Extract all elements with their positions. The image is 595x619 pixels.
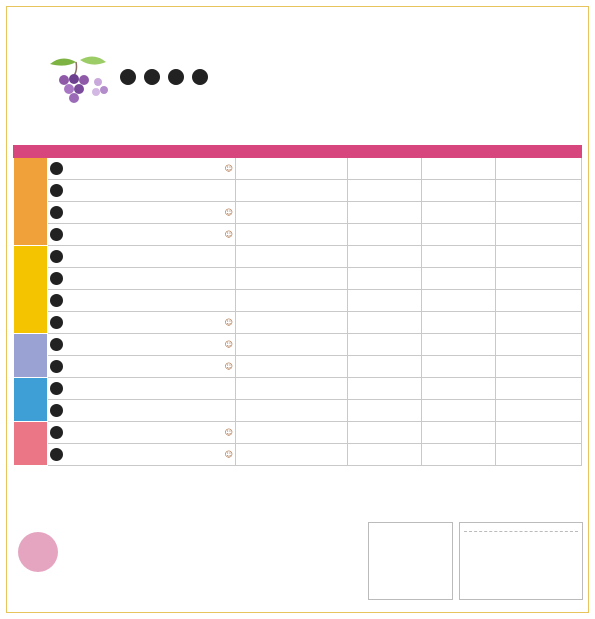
category-icon: [50, 404, 63, 417]
course-cell: [48, 312, 236, 334]
grapes-illustration-icon: [42, 52, 112, 112]
manabitto-mark-icon: ☺: [224, 427, 233, 437]
start-cell: [496, 356, 582, 378]
table-row: [14, 356, 582, 378]
course-cell: [48, 180, 236, 202]
schedule-cell: [236, 246, 348, 268]
start-cell: [496, 202, 582, 224]
course-cell: [48, 202, 236, 224]
table-row: [14, 378, 582, 400]
schedule-cell: [236, 378, 348, 400]
schedule-cell: [236, 290, 348, 312]
col-header-start: [496, 146, 582, 158]
start-cell: [496, 422, 582, 444]
start-cell: [496, 444, 582, 466]
manabitto-mark-icon: ☺: [224, 449, 233, 459]
table-row: [14, 224, 582, 246]
table-row: [14, 246, 582, 268]
fee-cell: [422, 400, 496, 422]
start-cell: [496, 246, 582, 268]
schedule-cell: [236, 312, 348, 334]
category-icon: [50, 228, 63, 241]
fee-cell: [422, 158, 496, 180]
fee-cell: [422, 290, 496, 312]
table-row: [14, 202, 582, 224]
free-childcare-badge: [18, 532, 58, 572]
culture-category-icon: [144, 69, 160, 85]
schedule-cell: [236, 444, 348, 466]
schedule-cell: [236, 334, 348, 356]
table-row: [14, 400, 582, 422]
category-icon: [50, 294, 63, 307]
table-row: [14, 444, 582, 466]
fee-cell: [422, 246, 496, 268]
start-cell: [496, 400, 582, 422]
start-cell: [496, 290, 582, 312]
table-row: [14, 334, 582, 356]
category-icon: [50, 338, 63, 351]
reception-info-box: [459, 522, 583, 600]
course-cell: [48, 268, 236, 290]
start-cell: [496, 224, 582, 246]
start-cell: [496, 268, 582, 290]
divider: [464, 531, 578, 532]
consult-category-icon: [192, 69, 208, 85]
start-cell: [496, 158, 582, 180]
manabitto-mark-icon: ☺: [224, 229, 233, 239]
course-cell: [48, 246, 236, 268]
target-cell: [348, 444, 422, 466]
schedule-cell: [236, 268, 348, 290]
table-row: [14, 268, 582, 290]
col-header-course: [48, 146, 236, 158]
col-header-month: [14, 146, 48, 158]
target-cell: [348, 268, 422, 290]
month-cell: [14, 246, 48, 334]
target-cell: [348, 224, 422, 246]
course-cell: [48, 422, 236, 444]
table-row: [14, 290, 582, 312]
legend-item-study: [120, 69, 136, 88]
fee-cell: [422, 378, 496, 400]
target-cell: [348, 180, 422, 202]
fee-cell: [422, 180, 496, 202]
salon-info-box: [368, 522, 453, 600]
course-cell: [48, 158, 236, 180]
col-header-target: [348, 146, 422, 158]
target-cell: [348, 422, 422, 444]
fee-cell: [422, 356, 496, 378]
target-cell: [348, 378, 422, 400]
manabitto-mark-icon: ☺: [224, 207, 233, 217]
table-row: [14, 158, 582, 180]
category-icon: [50, 184, 63, 197]
table-row: [14, 422, 582, 444]
fee-cell: [422, 444, 496, 466]
schedule-cell: [236, 158, 348, 180]
target-cell: [348, 158, 422, 180]
month-cell: [14, 378, 48, 422]
course-cell: [48, 290, 236, 312]
month-cell: [14, 158, 48, 246]
course-cell: [48, 378, 236, 400]
col-header-schedule: [236, 146, 348, 158]
category-icon: [50, 250, 63, 263]
legend-item-consult: [192, 69, 208, 88]
month-cell: [14, 422, 48, 466]
target-cell: [348, 356, 422, 378]
study-category-icon: [120, 69, 136, 85]
category-icon: [50, 162, 63, 175]
target-cell: [348, 290, 422, 312]
fee-cell: [422, 312, 496, 334]
schedule-cell: [236, 180, 348, 202]
start-cell: [496, 334, 582, 356]
manabitto-mark-icon: ☺: [224, 163, 233, 173]
category-icon: [50, 316, 63, 329]
fee-cell: [422, 268, 496, 290]
legend-item-culture: [144, 69, 160, 88]
category-icon: [50, 426, 63, 439]
course-table-body: [14, 158, 582, 466]
target-cell: [348, 334, 422, 356]
cooking-category-icon: [168, 69, 184, 85]
table-row: [14, 312, 582, 334]
course-cell: [48, 400, 236, 422]
schedule-cell: [236, 224, 348, 246]
target-cell: [348, 312, 422, 334]
month-cell: [14, 334, 48, 378]
schedule-cell: [236, 400, 348, 422]
col-header-fee: [422, 146, 496, 158]
schedule-cell: [236, 356, 348, 378]
fee-cell: [422, 334, 496, 356]
course-cell: [48, 356, 236, 378]
start-cell: [496, 312, 582, 334]
fee-cell: [422, 202, 496, 224]
target-cell: [348, 246, 422, 268]
target-cell: [348, 400, 422, 422]
category-icon: [50, 448, 63, 461]
table-row: [14, 180, 582, 202]
course-cell: [48, 334, 236, 356]
course-cell: [48, 444, 236, 466]
category-icon: [50, 360, 63, 373]
category-icon: [50, 272, 63, 285]
manabitto-mark-icon: ☺: [224, 361, 233, 371]
start-cell: [496, 180, 582, 202]
target-cell: [348, 202, 422, 224]
schedule-cell: [236, 422, 348, 444]
manabitto-mark-icon: ☺: [224, 339, 233, 349]
category-legend: [120, 69, 208, 88]
category-icon: [50, 382, 63, 395]
fee-cell: [422, 224, 496, 246]
start-cell: [496, 378, 582, 400]
course-table: [13, 145, 582, 466]
fee-cell: [422, 422, 496, 444]
manabitto-mark-icon: ☺: [224, 317, 233, 327]
legend-item-cooking: [168, 69, 184, 88]
page-header: [88, 32, 588, 54]
page-title: [88, 32, 588, 54]
table-header-row: [14, 146, 582, 158]
schedule-cell: [236, 202, 348, 224]
category-icon: [50, 206, 63, 219]
course-cell: [48, 224, 236, 246]
